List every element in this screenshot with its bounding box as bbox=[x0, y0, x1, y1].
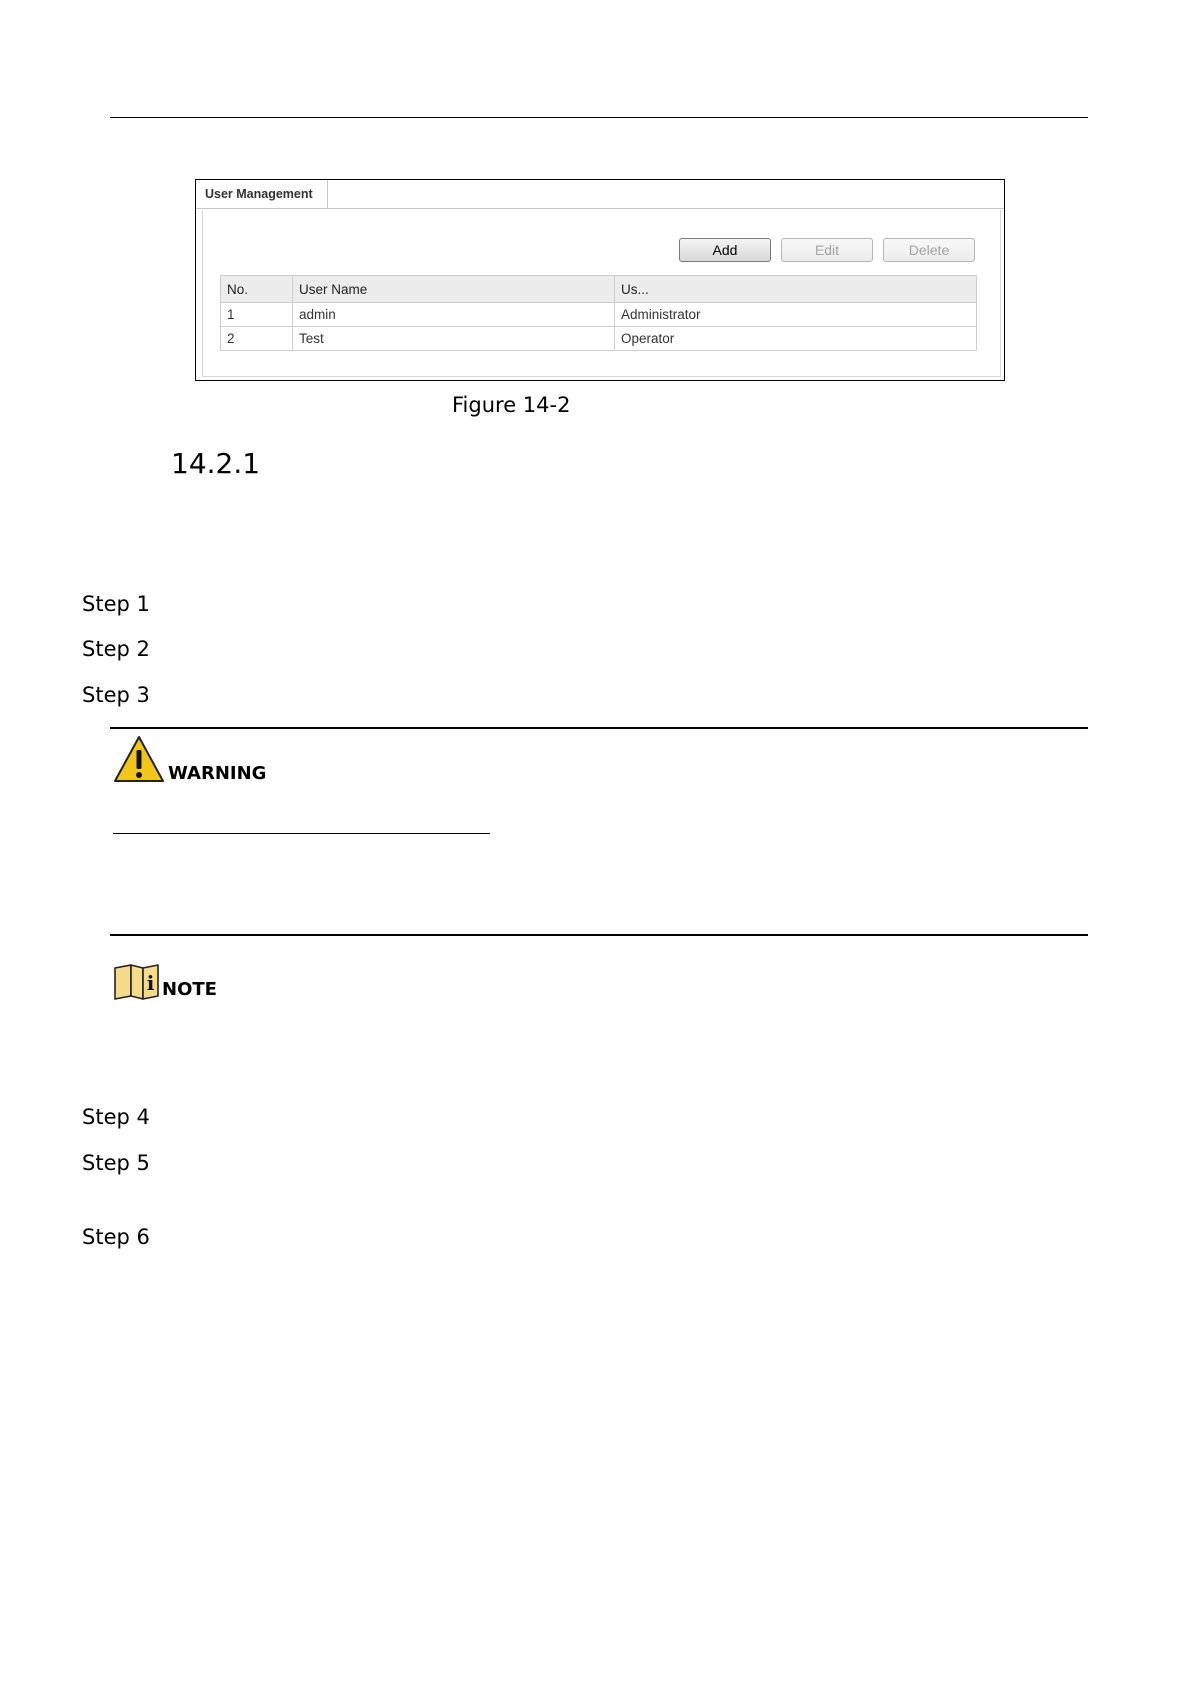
table-row[interactable] bbox=[221, 327, 977, 351]
table-header-row bbox=[221, 276, 977, 303]
step-5: Step 5 bbox=[82, 1151, 150, 1175]
warning-top-rule bbox=[110, 727, 1088, 729]
section-number: 14.2.1 bbox=[171, 447, 261, 480]
warning-bottom-rule bbox=[110, 934, 1088, 936]
tab-user-management[interactable]: User Management bbox=[196, 180, 328, 208]
step-6: Step 6 bbox=[82, 1225, 150, 1249]
figure-caption: Figure 14-2 bbox=[452, 393, 571, 417]
add-button[interactable]: Add bbox=[679, 238, 771, 262]
cell-no: 2 bbox=[221, 327, 293, 351]
user-table bbox=[220, 275, 977, 351]
cell-user-name: admin bbox=[293, 303, 615, 327]
col-user-type[interactable]: Us... bbox=[615, 276, 977, 303]
header-rule bbox=[110, 117, 1088, 118]
warning-icon bbox=[113, 735, 165, 783]
user-management-panel bbox=[195, 179, 1005, 381]
step-2: Step 2 bbox=[82, 637, 150, 661]
cell-no: 1 bbox=[221, 303, 293, 327]
cell-user-type: Operator bbox=[615, 327, 977, 351]
svg-text:i: i bbox=[146, 971, 155, 995]
step-1: Step 1 bbox=[82, 592, 150, 616]
table-row[interactable] bbox=[221, 303, 977, 327]
edit-button[interactable]: Edit bbox=[781, 238, 873, 262]
step-4: Step 4 bbox=[82, 1105, 150, 1129]
cell-user-type: Administrator bbox=[615, 303, 977, 327]
note-icon bbox=[113, 963, 161, 1001]
warning-divider bbox=[113, 833, 490, 834]
warning-label: WARNING bbox=[168, 763, 267, 784]
col-no[interactable]: No. bbox=[221, 276, 293, 303]
note-label: NOTE bbox=[162, 979, 217, 1000]
cell-user-name: Test bbox=[293, 327, 615, 351]
tab-bar bbox=[196, 180, 1004, 209]
step-3: Step 3 bbox=[82, 683, 150, 707]
delete-button[interactable]: Delete bbox=[883, 238, 975, 262]
col-user-name[interactable]: User Name bbox=[293, 276, 615, 303]
